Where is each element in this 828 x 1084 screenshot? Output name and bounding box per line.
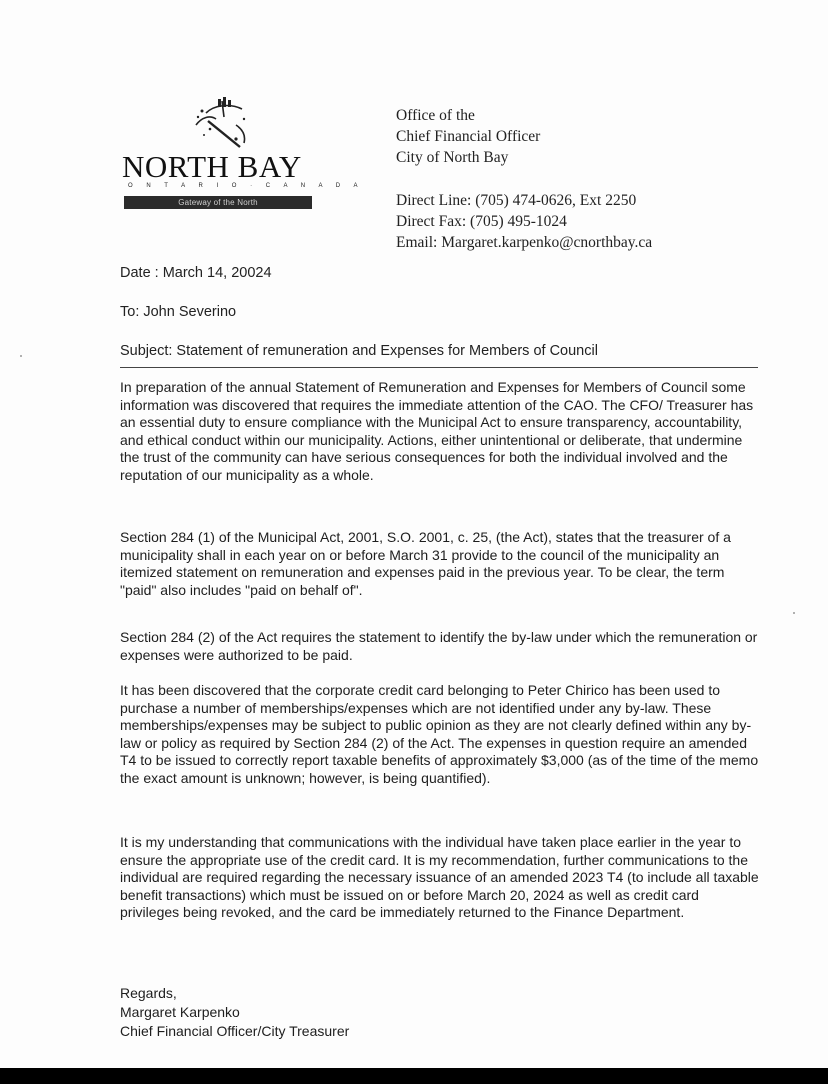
logo-wordmark: NORTH BAY — [122, 149, 302, 184]
sender-email: Email: Margaret.karpenko@cnorthbay.ca — [396, 234, 653, 251]
sender-direct-line: Direct Line: (705) 474-0626, Ext 2250 — [396, 192, 637, 209]
signature-title: Chief Financial Officer/City Treasurer — [120, 1023, 350, 1039]
scan-speck — [793, 612, 795, 614]
signature-block — [120, 984, 520, 1041]
body-paragraph-1: In preparation of the annual Statement of Remuneration and Expenses for Members of Council some information was discovered that requires the immediate attention of the CAO. The CFO/ Treasurer has an essential duty to ensure compliance with the Municipal Act to ensure transparency, accountability, and ethical conduct within our municipality. Actions, either unintentional or deliberate, that undermine the trust of the community can have serious consequences for both the individual involved and the reputation of our municipality as a whole. — [120, 379, 754, 483]
sender-title: Chief Financial Officer — [396, 128, 541, 145]
logo-subline: O N T A R I O · C A N A D A — [128, 183, 364, 189]
memo-date: Date : March 14, 20024 — [120, 265, 272, 281]
sender-direct-fax: Direct Fax: (705) 495-1024 — [396, 213, 567, 230]
north-bay-logo — [118, 95, 364, 220]
subject-divider — [120, 367, 758, 368]
sender-city: City of North Bay — [396, 149, 509, 166]
signature-closing: Regards, — [120, 985, 177, 1001]
body-paragraph-5: It is my understanding that communications with the individual have taken place earlier in the year to ensure the appropriate use of the credit card. It is my recommendation, further communications to the individual are required regarding the necessary issuance of an amended 2023 T4 (to include all taxable benefit transactions) which must be issued on or before March 20, 2024 as well as credit card privileges being revoked, and the card be immediately returned to the Finance Department. — [120, 834, 759, 920]
memo-to: To: John Severino — [120, 304, 237, 320]
body-paragraph-2: Section 284 (1) of the Municipal Act, 2001, S.O. 2001, c. 25, (the Act), states that the treasurer of a municipality shall in each year on or before March 31 provide to the council of the municipality an itemized statement on remuneration and expenses paid in the previous year. To be clear, the term "paid" also includes "paid on behalf of". — [120, 529, 731, 598]
memo-subject: Subject: Statement of remuneration and Expenses for Members of Council — [120, 343, 598, 359]
body-paragraph-3: Section 284 (2) of the Act requires the statement to identify the by-law under which the remuneration or expenses were authorized to be paid. — [120, 629, 758, 663]
scan-speck — [20, 355, 22, 357]
logo-tagline: Gateway of the North — [124, 196, 312, 209]
body-paragraph-4: It has been discovered that the corporate credit card belonging to Peter Chirico has been used to purchase a number of memberships/expenses which are not identified under any by-law. These memberships/expenses may be subject to public opinion as they are not clearly defined within any by-law or policy as required by Section 284 (2) of the Act. The expenses in question require an amended T4 to be issued to correctly report taxable benefits of approximately $3,000 (as of the time of the memo the exact amount is unknown; however, is being quantified). — [120, 682, 759, 786]
signature-name: Margaret Karpenko — [120, 1004, 240, 1020]
logo-emblem-icon — [118, 95, 328, 155]
bottom-black-bar — [0, 1068, 828, 1084]
sender-block — [396, 105, 726, 253]
sender-office: Office of the — [396, 107, 475, 124]
